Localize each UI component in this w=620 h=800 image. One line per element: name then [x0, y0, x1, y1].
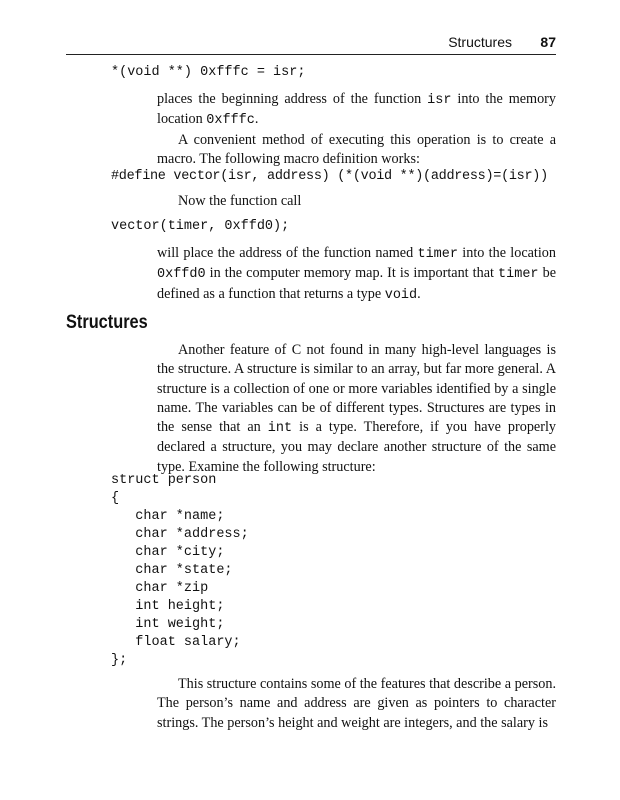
page-number: 87: [540, 34, 556, 50]
inline-code-isr: isr: [427, 93, 452, 108]
paragraph-isr-description: places the beginning address of the function isr into the memory location 0xfffc. A convenient method of executing this operation is to create a macro. The following macro definition works:: [157, 90, 556, 169]
paragraph-timer-description: will place the address of the function named timer into the location 0xffd0 in the computer memory map. It is important that timer be defined as a function that returns a type void.: [157, 245, 556, 303]
code-isr-assignment: *(void **) 0xfffc = isr;: [111, 65, 306, 80]
paragraph-function-call: Now the function call: [178, 193, 302, 209]
section-heading-structures: Structures: [66, 312, 148, 333]
running-header: [66, 34, 556, 55]
paragraph-macro-intro: A convenient method of executing this operation is to create a macro. The following macro definition works:: [157, 131, 556, 167]
code-struct-person: struct person { char *name; char *address; char *city; char *state; char *zip int height; int weight; float salary; };: [111, 473, 249, 668]
inline-code-int: int: [267, 421, 293, 437]
running-header-title: Structures: [448, 34, 512, 50]
inline-code-timer: timer: [417, 247, 458, 262]
code-vector-call: vector(timer, 0xffd0);: [111, 219, 290, 234]
inline-code-timer-2: timer: [498, 267, 539, 283]
inline-code-void: void: [384, 287, 418, 303]
paragraph-structure-description: This structure contains some of the features that describe a person. The person’s name and address are given as pointers to character strings. The person’s height and weight are integers, and the salary is: [157, 676, 556, 731]
code-define-vector: #define vector(isr, address) (*(void **)(address)=(isr)): [111, 169, 548, 184]
paragraph-structures-intro: Another feature of C not found in many high-level languages is the structure. A structure is similar to an array, but far more general. A structure is a collection of one or more variables identified by a single name. The variables can be of different types. Structures are types in the sense that an int is a type. Therefore, if you have properly declared a structure, you may declare another structure of the same type. Examine the following structure:: [157, 342, 556, 475]
inline-code-address: 0xfffc: [206, 113, 255, 129]
inline-code-0xffd0: 0xffd0: [157, 267, 206, 283]
